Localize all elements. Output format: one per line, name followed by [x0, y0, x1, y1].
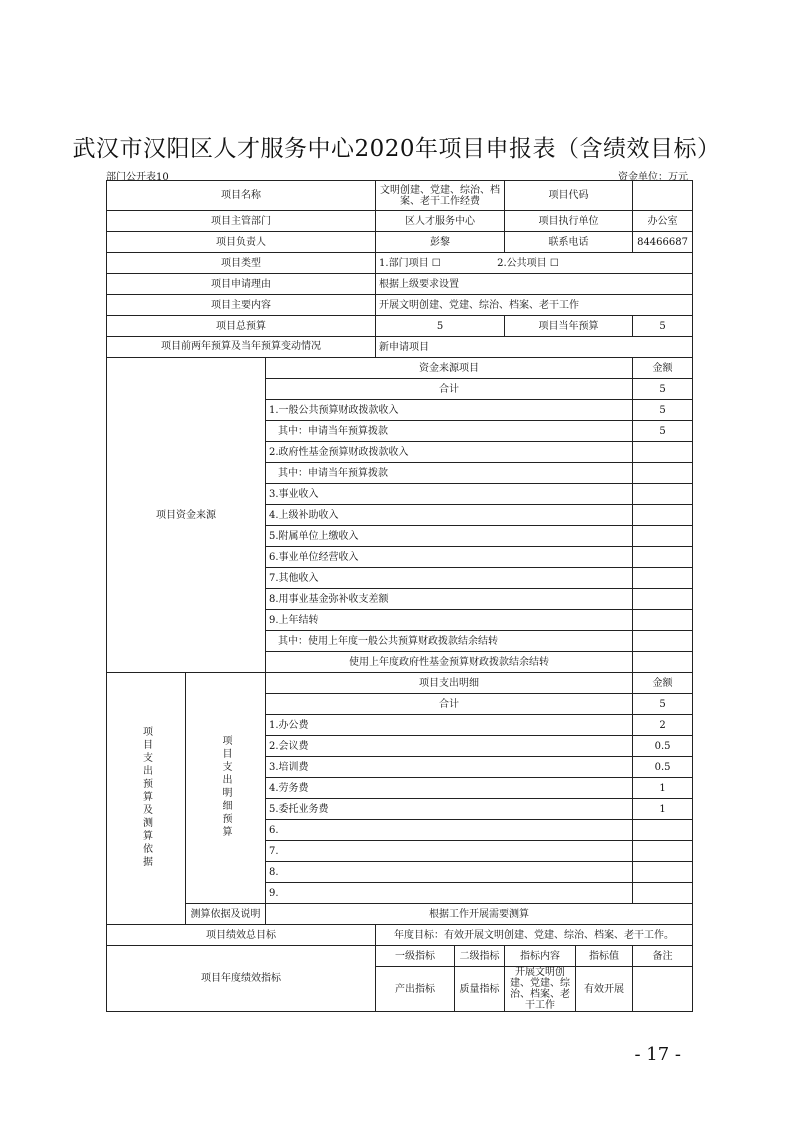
basis-value: 根据工作开展需要测算: [266, 904, 693, 925]
indicator-label: 项目年度绩效指标: [107, 946, 376, 1012]
page-number: - 17 -: [634, 1044, 681, 1065]
expense-header-item: 项目支出明细: [266, 673, 633, 694]
leader-label: 项目负责人: [107, 232, 376, 253]
funding-row-label: 8.用事业基金弥补收支差额: [266, 589, 633, 610]
expense-row-label: 6.: [266, 820, 633, 841]
leader-value: 彭黎: [376, 232, 505, 253]
expense-row-amount: [633, 883, 693, 904]
expense-header-amount: 金额: [633, 673, 693, 694]
funding-row-amount: [633, 442, 693, 463]
page-title: 武汉市汉阳区人才服务中心2020年项目申报表（含绩效目标）: [72, 136, 721, 162]
funding-row-label: 3.事业收入: [266, 484, 633, 505]
funding-section-label: 项目资金来源: [107, 358, 266, 673]
project-code-label: 项目代码: [505, 181, 633, 211]
indicator-level1: 产出指标: [376, 967, 455, 1012]
basis-label: 测算依据及说明: [186, 904, 266, 925]
funding-row-label: 2.政府性基金预算财政拨款收入: [266, 442, 633, 463]
expense-row-label: 4.劳务费: [266, 778, 633, 799]
expense-section-label-text: 项目支出预算及测算依据: [140, 725, 152, 869]
exec-unit-label: 项目执行单位: [505, 211, 633, 232]
expense-row-amount: 0.5: [633, 757, 693, 778]
funding-row-label: 5.附属单位上缴收入: [266, 526, 633, 547]
expense-sub-label-text: 项目支出明细预算: [220, 734, 231, 839]
funding-row-label: 其中：使用上年度一般公共预算财政拨款结余结转: [266, 631, 633, 652]
funding-header-amount: 金额: [633, 358, 693, 379]
project-form-table: [106, 180, 693, 1012]
indicator-level2: 质量指标: [455, 967, 505, 1012]
funding-row-amount: 5: [633, 421, 693, 442]
expense-row-amount: [633, 841, 693, 862]
project-name-label: 项目名称: [107, 181, 376, 211]
funding-row-amount: 5: [633, 400, 693, 421]
year-budget-label: 项目当年预算: [505, 316, 633, 337]
indicator-value: 有效开展: [576, 967, 633, 1012]
funding-header-item: 资金来源项目: [266, 358, 633, 379]
funding-row-label: 其中：申请当年预算拨款: [266, 421, 633, 442]
goal-value: 年度目标：有效开展文明创建、党建、综治、档案、老干工作。: [376, 925, 693, 946]
funding-row-amount: [633, 526, 693, 547]
funding-row-amount: [633, 631, 693, 652]
project-code-value: [633, 181, 693, 211]
expense-row-label: 合计: [266, 694, 633, 715]
indicator-content: 开展文明创建、党建、综治、档案、老干工作: [505, 967, 576, 1012]
funding-row-amount: 5: [633, 379, 693, 400]
reason-label: 项目申请理由: [107, 274, 376, 295]
expense-row-amount: [633, 820, 693, 841]
funding-row-amount: [633, 547, 693, 568]
expense-row-label: 9.: [266, 883, 633, 904]
funding-row-amount: [633, 589, 693, 610]
indicator-header-level2: 二级指标: [455, 946, 505, 967]
expense-row-amount: 0.5: [633, 736, 693, 757]
indicator-header-content: 指标内容: [505, 946, 576, 967]
exec-unit-value: 办公室: [633, 211, 693, 232]
table-number: 部门公开表10: [106, 172, 169, 183]
goal-label: 项目绩效总目标: [107, 925, 376, 946]
total-budget-label: 项目总预算: [107, 316, 376, 337]
dept-label: 项目主管部门: [107, 211, 376, 232]
type-option-department[interactable]: 1.部门项目 ☐: [379, 257, 441, 269]
expense-row-amount: 2: [633, 715, 693, 736]
expense-row-label: 8.: [266, 862, 633, 883]
budget-change-label: 项目前两年预算及当年预算变动情况: [107, 337, 376, 358]
expense-row-amount: [633, 862, 693, 883]
indicator-header-value: 指标值: [576, 946, 633, 967]
funding-row-label: 1.一般公共预算财政拨款收入: [266, 400, 633, 421]
funding-row-amount: [633, 463, 693, 484]
funding-row-label: 7.其他收入: [266, 568, 633, 589]
funding-row-amount: [633, 484, 693, 505]
unit-label: 资金单位：万元: [618, 172, 688, 183]
funding-row-label: 合计: [266, 379, 633, 400]
project-name-value: 文明创建、党建、综治、档案、老干工作经费: [376, 181, 505, 211]
budget-change-value: 新申请项目: [376, 337, 693, 358]
content-label: 项目主要内容: [107, 295, 376, 316]
type-options: [376, 253, 693, 274]
dept-value: 区人才服务中心: [376, 211, 505, 232]
content-value: 开展文明创建、党建、综治、档案、老干工作: [376, 295, 693, 316]
expense-sub-label: [186, 673, 266, 904]
expense-row-label: 5.委托业务费: [266, 799, 633, 820]
expense-row-amount: 1: [633, 799, 693, 820]
expense-row-label: 2.会议费: [266, 736, 633, 757]
expense-row-label: 1.办公费: [266, 715, 633, 736]
indicator-note: [633, 967, 693, 1012]
funding-row-label: 使用上年度政府性基金预算财政拨款结余结转: [266, 652, 633, 673]
total-budget-value: 5: [376, 316, 505, 337]
funding-row-amount: [633, 505, 693, 526]
funding-row-amount: [633, 568, 693, 589]
indicator-header-note: 备注: [633, 946, 693, 967]
expense-row-label: 7.: [266, 841, 633, 862]
funding-row-amount: [633, 652, 693, 673]
phone-label: 联系电话: [505, 232, 633, 253]
reason-value: 根据上级要求设置: [376, 274, 693, 295]
funding-row-label: 4.上级补助收入: [266, 505, 633, 526]
funding-row-label: 9.上年结转: [266, 610, 633, 631]
expense-row-label: 3.培训费: [266, 757, 633, 778]
type-label: 项目类型: [107, 253, 376, 274]
expense-row-amount: 1: [633, 778, 693, 799]
expense-section-label: [107, 673, 186, 925]
phone-value: 84466687: [633, 232, 693, 253]
year-budget-value: 5: [633, 316, 693, 337]
funding-row-amount: [633, 610, 693, 631]
type-option-public[interactable]: 2.公共项目 ☐: [497, 257, 559, 269]
expense-row-amount: 5: [633, 694, 693, 715]
funding-row-label: 其中：申请当年预算拨款: [266, 463, 633, 484]
funding-row-label: 6.事业单位经营收入: [266, 547, 633, 568]
indicator-header-level1: 一级指标: [376, 946, 455, 967]
